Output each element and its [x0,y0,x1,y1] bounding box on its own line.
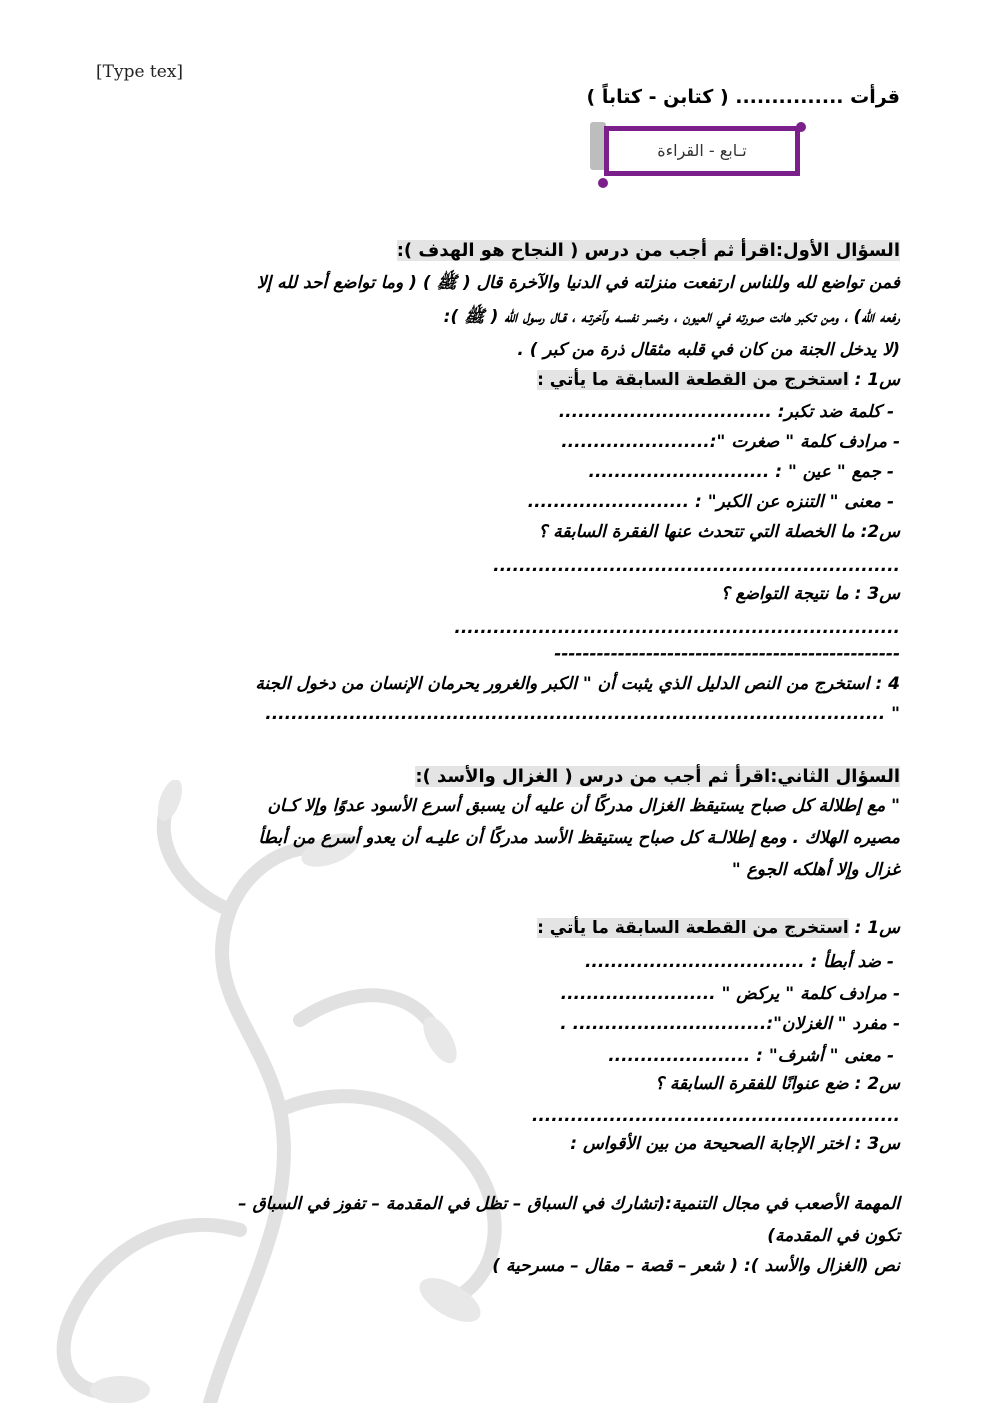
section1-q3-answer-line: ..................................................................... [454,618,900,638]
section1-q1-item: - كلمة ضد تكبر: ................................. [558,402,894,422]
title-box-label: تـابع - القراءة [657,141,747,160]
section2-passage-line: مصيره الهلاك . ومع إطلالـة كل صباح يستيقظ الأسد مدركًا أن عليـه أن يعدو أسرع من أبطأ [258,828,900,848]
section1-q1-item: - مرادف كلمة " صغرت ":....................... [561,432,900,452]
section2-q1-item: - ضد أبطأ : .................................. [584,952,894,972]
section1-passage-line: (لا يدخل الجنة من كان في قلبه مثقال ذرة من كبر ) . [517,340,900,360]
section1-q4: 4 : استخرج من النص الدليل الذي يثبت أن " الكبر والغرور يحرمان الإنسان من دخول الجنة [255,674,900,694]
section1-q3-answer-line: ------------------------------------------------- [554,644,900,664]
title-box-ornament [796,122,806,132]
section2-q2-answer-line: ......................................................... [531,1106,900,1126]
section1-q1-text: استخرج من القطعة السابقة ما يأتي : [537,370,849,390]
title-box [604,126,800,176]
section1-q4-answer-line: " ................................................................................................ [265,704,900,724]
section2-passage-line: غزال وإلا أهلكه الجوع " [731,860,900,880]
section2-q2: س2 : ضع عنوانًا للفقرة السابقة ؟ [654,1074,900,1094]
section1-q1-item: - معنى " التنزه عن الكبر" : ......................... [527,492,894,512]
section1-passage-line: رفعه الله) ، ومن تكبر هانت صورته في العيون ، وخسر نفسـه وآخرتـه ، قـال رسول الله ( ﷺ ): [443,307,900,327]
section2-passage-line: " مع إطلالة كل صباح يستيقظ الغزال مدركًا أن عليه أن يسبق أسرع الأسود عدوًا وإلا كـان [267,796,900,816]
section2-q1-item: - مفرد " الغزلان":.............................. . [560,1014,900,1034]
section1-q2-answer-line: ............................................................... [493,556,900,576]
section2-mc-question-cont: تكون في المقدمة) [767,1226,900,1246]
section1-q1 [537,370,900,390]
section2-mc-question: نص (الغزال والأسد ): ( شعر – قصة – مقال – مسرحية ) [492,1256,900,1276]
section1-q1-label: س1 : [848,370,900,390]
section2-q1-label: س1 : [848,918,900,938]
section2-q1 [537,918,900,938]
section2-q1-item: - مرادف كلمة " يركض " ........................ [560,984,900,1004]
section1-q1-item: - جمع " عين " : ............................ [588,462,894,482]
section2-q3: س3 : اختر الإجابة الصحيحة من بين الأقواس : [570,1134,900,1154]
page-title: قرأت ............... ( كتابن - كتاباً ) [586,86,900,108]
floral-watermark [0,780,560,1403]
section2-mc-question: المهمة الأصعب في مجال التنمية:(تشارك في السباق – تظل في المقدمة – تفوز في السباق – [238,1194,900,1214]
section1-heading: السؤال الأول:اقرأ ثم أجب من درس ( النجاح هو الهدف ): [396,240,900,261]
section1-passage-line: فمن تواضع لله وللناس ارتفعت منزلته في الدنيا والآخرة قال ( ﷺ ) ( وما تواضع أحد لله إلا [256,273,900,293]
section2-heading: السؤال الثاني:اقرأ ثم أجب من درس ( الغزال والأسد ): [415,766,900,787]
section1-q2: س2: ما الخصلة التي تتحدث عنها الفقرة السابقة ؟ [538,522,900,542]
title-box-ornament [598,178,608,188]
section2-q1-item: - معنى " أشرف" : ...................... [608,1046,894,1066]
section1-q3: س3 : ما نتيجة التواضع ؟ [720,584,900,604]
type-text-placeholder: [Type tex] [96,62,184,82]
section2-q1-text: استخرج من القطعة السابقة ما يأتي : [537,918,849,938]
